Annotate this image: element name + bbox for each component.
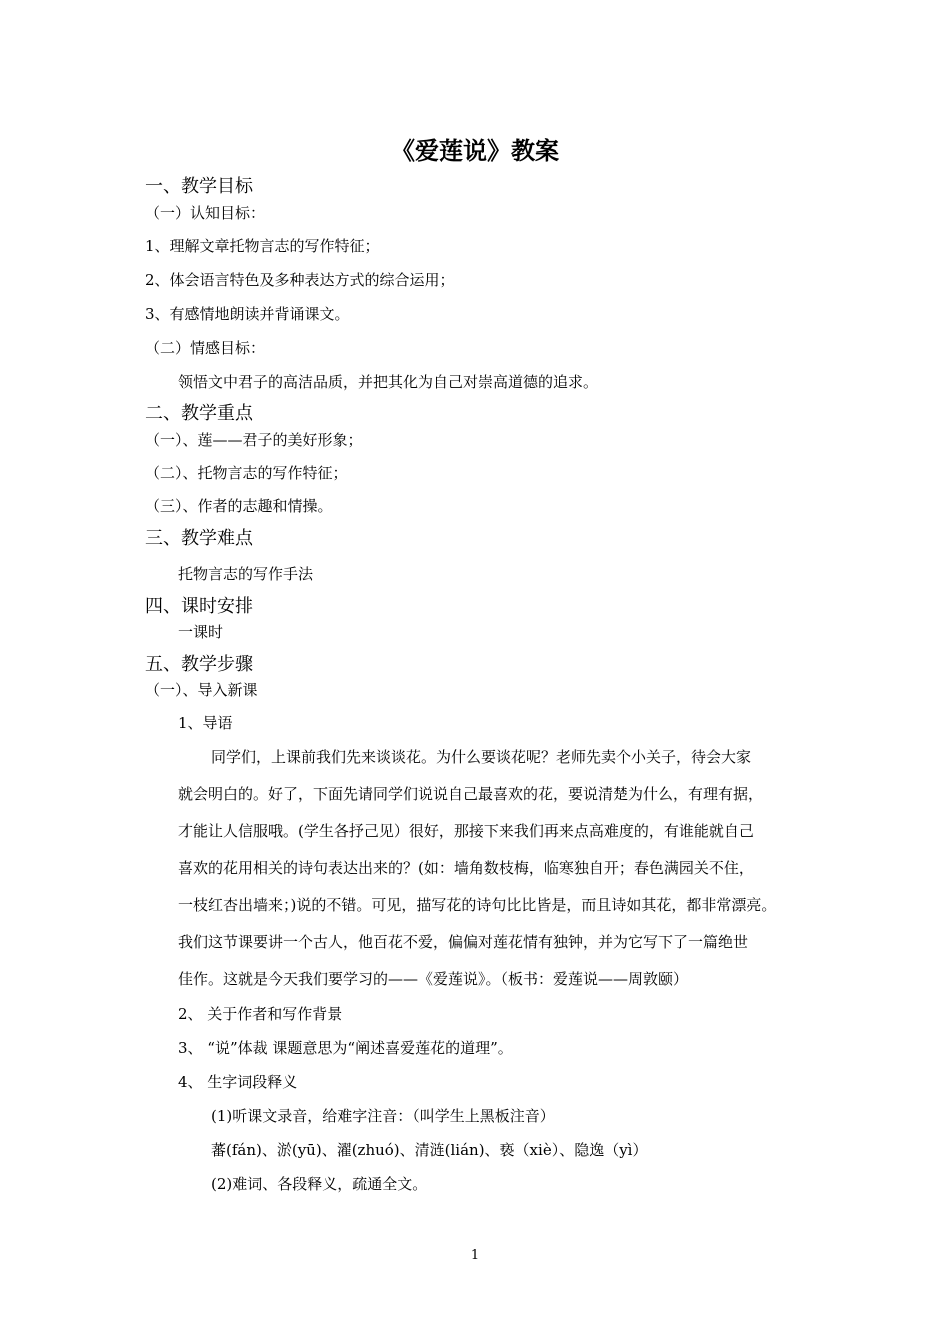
paragraph-line: 一枝红杏出墙来；)说的不错。可见，描写花的诗句比比皆是，而且诗如其花，都非常漂亮。 — [178, 896, 777, 914]
list-item: 2、体会语言特色及多种表达方式的综合运用； — [145, 271, 455, 289]
heading-objectives: 一、教学目标 — [145, 176, 253, 197]
subheading-intro: （一）、导入新课 — [145, 681, 258, 699]
list-item: 1、导语 — [178, 714, 233, 732]
pinyin-line: 蕃(fán)、淤(yū)、濯(zhuó)、清涟(lián)、亵（xiè）、隐逸（yì） — [211, 1141, 648, 1159]
list-item: 4、 生字词段释义 — [178, 1073, 298, 1091]
paragraph: (1)听课文录音，给难字注音：（叫学生上黑板注音） — [211, 1107, 555, 1125]
paragraph: 领悟文中君子的高洁品质，并把其化为自己对崇高道德的追求。 — [178, 373, 599, 391]
paragraph: 一课时 — [178, 623, 224, 641]
paragraph-line: 就会明白的。好了，下面先请同学们说说自己最喜欢的花，要说清楚为什么，有理有据， — [178, 785, 764, 803]
doc-title: 《爱莲说》教案 — [391, 136, 559, 165]
heading-steps: 五、教学步骤 — [145, 654, 253, 675]
paragraph-line: 才能让人信服哦。(学生各抒己见）很好，那接下来我们再来点高难度的，有谁能就自己 — [178, 822, 754, 840]
heading-schedule: 四、课时安排 — [145, 596, 253, 617]
list-item: 3、 “说”体裁 课题意思为“阐述喜爱莲花的道理”。 — [178, 1039, 513, 1057]
list-item: （二）、托物言志的写作特征； — [145, 464, 348, 482]
paragraph-line: 我们这节课要讲一个古人，他百花不爱，偏偏对莲花情有独钟，并为它写下了一篇绝世 — [178, 933, 749, 951]
list-item: （三）、作者的志趣和情操。 — [145, 497, 333, 515]
page-number: 1 — [470, 1248, 480, 1263]
paragraph-line: 佳作。这就是今天我们要学习的——《爱莲说》。（板书：爱莲说——周敦颐） — [178, 970, 689, 988]
paragraph: (2)难词、各段释义，疏通全文。 — [211, 1175, 428, 1193]
list-item: 1、理解文章托物言志的写作特征； — [145, 237, 380, 255]
list-item: 3、有感情地朗读并背诵课文。 — [145, 305, 350, 323]
subheading-cognitive: （一）认知目标： — [145, 204, 266, 222]
paragraph: 托物言志的写作手法 — [178, 565, 314, 583]
heading-difficulties: 三、教学难点 — [145, 528, 253, 549]
list-item: 2、 关于作者和写作背景 — [178, 1005, 343, 1023]
subheading-emotional: （二）情感目标： — [145, 339, 266, 357]
heading-key-points: 二、教学重点 — [145, 403, 253, 424]
paragraph-line: 喜欢的花用相关的诗句表达出来的？(如：墙角数枝梅，临寒独自开；春色满园关不住， — [178, 859, 754, 877]
list-item: （一）、莲——君子的美好形象； — [145, 431, 363, 449]
paragraph-line: 同学们，上课前我们先来谈谈花。为什么要谈花呢？老师先卖个小关子，待会大家 — [211, 748, 752, 766]
